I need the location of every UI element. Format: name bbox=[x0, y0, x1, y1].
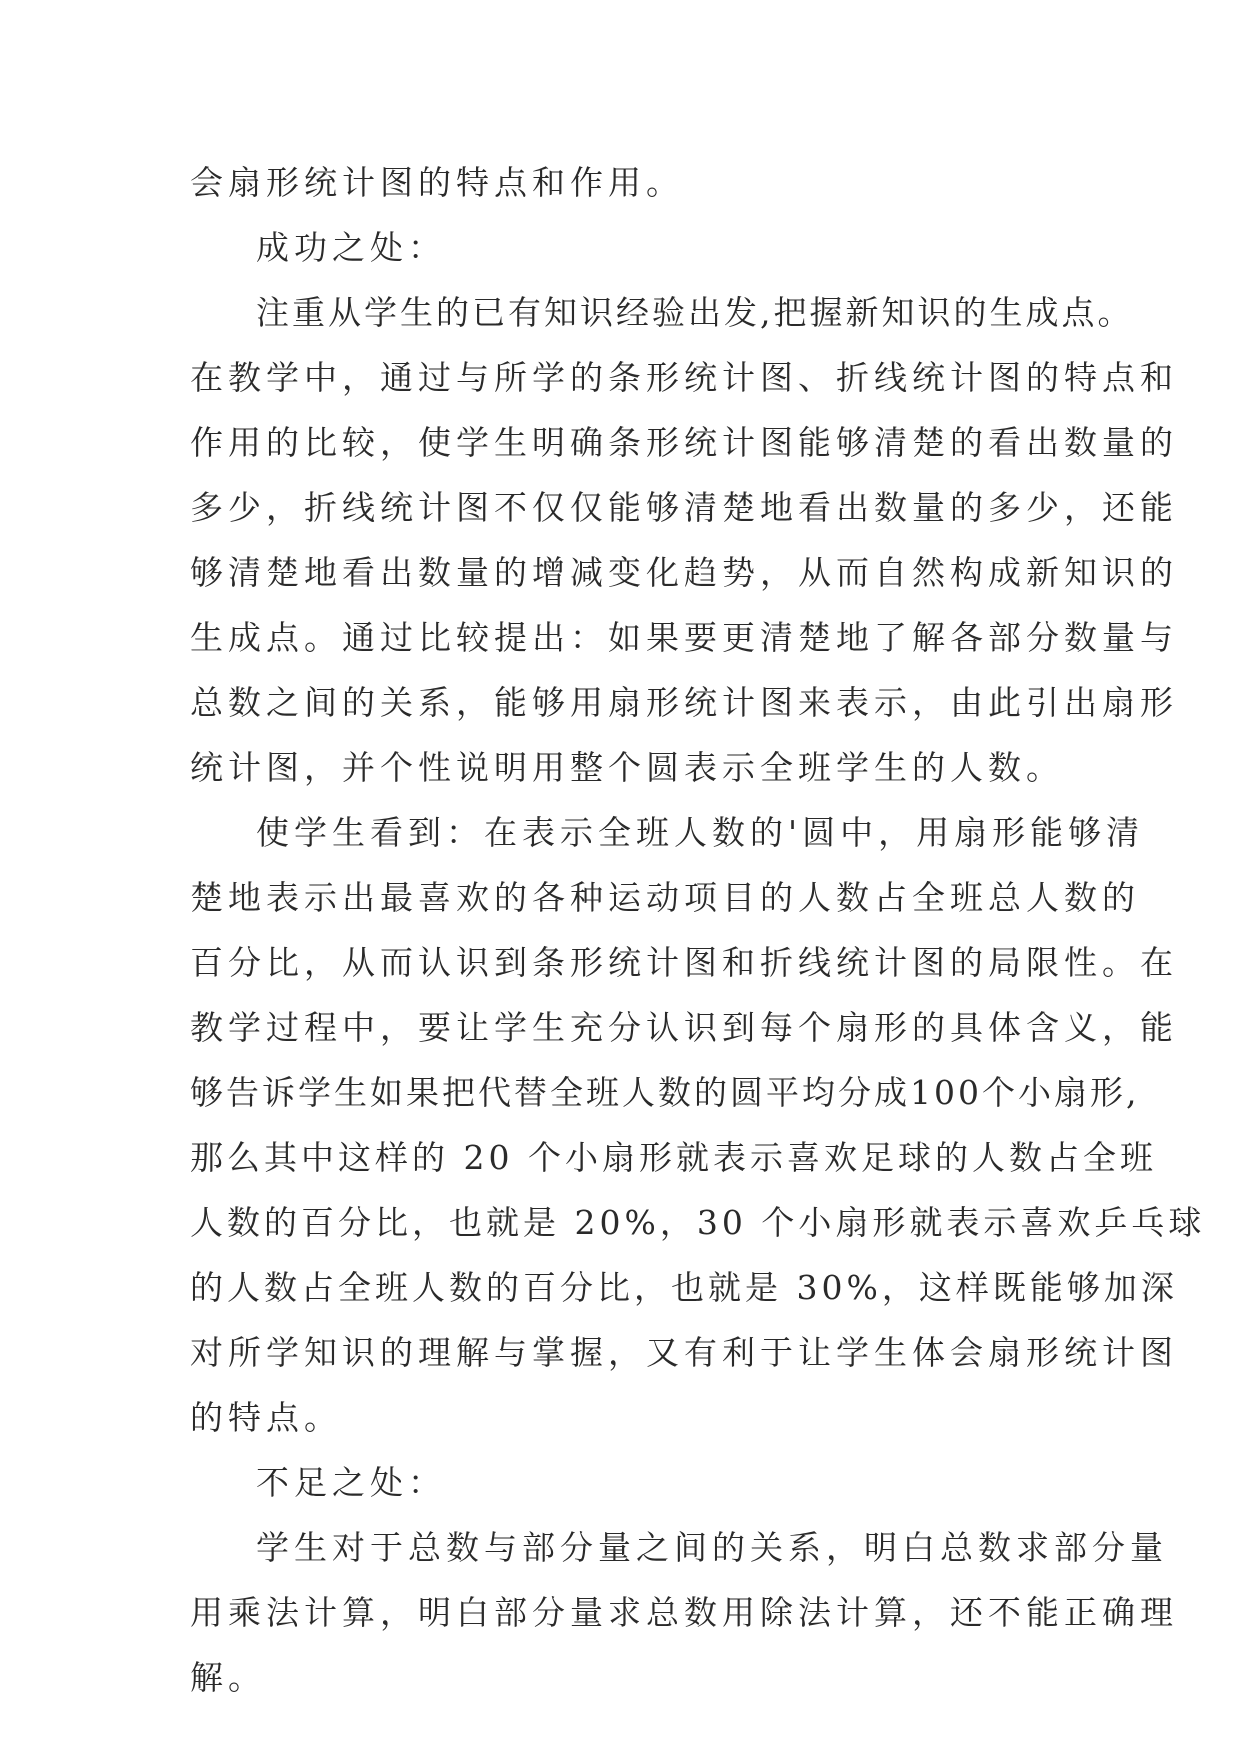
paragraph-line: 使学生看到：在表示全班人数的'圆中，用扇形能够清 bbox=[256, 813, 1145, 852]
paragraph-line: 楚地表示出最喜欢的各种运动项目的人数占全班总人数的 bbox=[190, 878, 1140, 917]
paragraph-line: 解。 bbox=[190, 1658, 266, 1697]
paragraph-line: 统计图，并个性说明用整个圆表示全班学生的人数。 bbox=[190, 748, 1064, 787]
paragraph-line: 注重从学生的已有知识经验出发,把握新知识的生成点。 bbox=[256, 293, 1134, 332]
paragraph-line: 百分比，从而认识到条形统计图和折线统计图的局限性。在 bbox=[190, 943, 1178, 982]
paragraph-line: 够告诉学生如果把代替全班人数的圆平均分成100个小扇形, bbox=[190, 1073, 1140, 1112]
section-heading-shortcoming: 不足之处： bbox=[256, 1463, 446, 1502]
paragraph-line: 多少，折线统计图不仅仅能够清楚地看出数量的多少，还能 bbox=[190, 488, 1178, 527]
paragraph-line: 会扇形统计图的特点和作用。 bbox=[190, 163, 684, 202]
paragraph-line: 教学过程中，要让学生充分认识到每个扇形的具体含义，能 bbox=[190, 1008, 1178, 1047]
paragraph-line: 对所学知识的理解与掌握，又有利于让学生体会扇形统计图 bbox=[190, 1333, 1178, 1372]
paragraph-line: 用乘法计算，明白部分量求总数用除法计算，还不能正确理 bbox=[190, 1593, 1178, 1632]
section-heading-success: 成功之处： bbox=[256, 228, 446, 267]
paragraph-line: 人数的百分比，也就是 20%，30 个小扇形就表示喜欢乒乓球 bbox=[190, 1203, 1206, 1242]
paragraph-line: 够清楚地看出数量的增减变化趋势，从而自然构成新知识的 bbox=[190, 553, 1178, 592]
paragraph-line: 学生对于总数与部分量之间的关系，明白总数求部分量 bbox=[256, 1528, 1168, 1567]
paragraph-line: 总数之间的关系，能够用扇形统计图来表示，由此引出扇形 bbox=[190, 683, 1178, 722]
paragraph-line: 那么其中这样的 20 个小扇形就表示喜欢足球的人数占全班 bbox=[190, 1138, 1157, 1177]
paragraph-line: 生成点。通过比较提出：如果要更清楚地了解各部分数量与 bbox=[190, 618, 1178, 657]
paragraph-line: 的特点。 bbox=[190, 1398, 342, 1437]
paragraph-line: 的人数占全班人数的百分比，也就是 30%，这样既能够加深 bbox=[190, 1268, 1178, 1307]
paragraph-line: 在教学中，通过与所学的条形统计图、折线统计图的特点和 bbox=[190, 358, 1178, 397]
paragraph-line: 作用的比较，使学生明确条形统计图能够清楚的看出数量的 bbox=[190, 423, 1178, 462]
